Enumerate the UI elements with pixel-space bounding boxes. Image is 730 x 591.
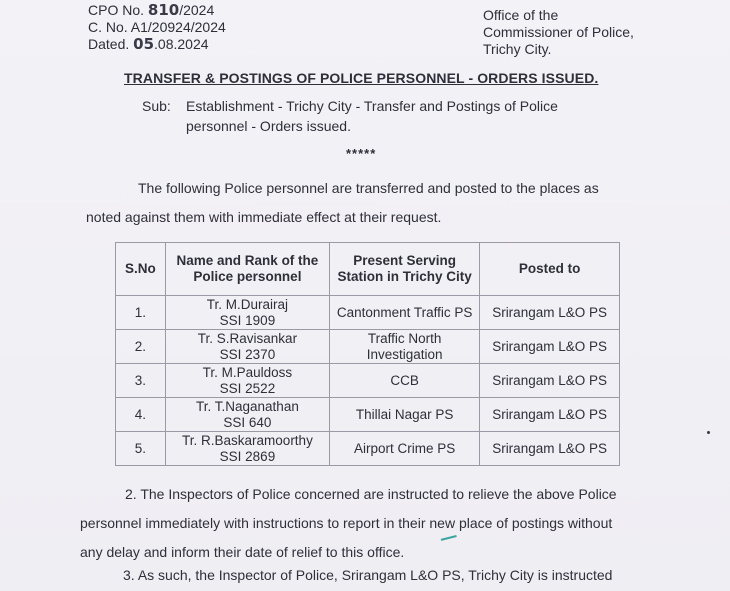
office-line-1: Office of the xyxy=(483,7,559,23)
cell-station: CCB xyxy=(330,364,480,398)
paragraph-1 xyxy=(86,174,656,232)
header-name-rank: Name and Rank of the Police personnel xyxy=(165,243,329,296)
cell-station: Cantonment Traffic PS xyxy=(330,296,480,330)
cell-name-rank xyxy=(165,330,329,364)
header-sno: S.No xyxy=(116,243,166,296)
cell-posted-to: Srirangam L&O PS xyxy=(480,398,620,432)
office-address-block xyxy=(483,7,634,58)
paragraph-2-line-3: any delay and inform their date of relief to this office. xyxy=(80,544,405,560)
cell-name-rank xyxy=(165,364,329,398)
table-row xyxy=(116,296,620,330)
table-row xyxy=(116,432,620,466)
cell-rank: SSI 2522 xyxy=(219,380,276,396)
cpo-number-handwritten: 810 xyxy=(147,1,180,19)
ink-speck xyxy=(707,431,710,434)
paragraph-3-number: 3. xyxy=(123,567,135,583)
table-row xyxy=(116,364,620,398)
cell-name: Tr. S.Ravisankar xyxy=(197,330,298,346)
cell-posted-to: Srirangam L&O PS xyxy=(480,364,620,398)
paragraph-2-number: 2. xyxy=(125,486,137,502)
dated-line: Dated. 05.08.2024 xyxy=(88,35,209,53)
cell-name: Tr. M.Pauldoss xyxy=(202,364,293,380)
dated-day-handwritten: 05 xyxy=(133,35,155,53)
cell-rank: SSI 1909 xyxy=(219,312,276,328)
office-line-3: Trichy City. xyxy=(483,41,552,57)
subject-label: Sub: xyxy=(142,98,171,114)
cell-sno: 4. xyxy=(116,398,166,432)
cell-station: Traffic North Investigation xyxy=(330,330,480,364)
reference-block xyxy=(88,2,226,53)
cell-name: Tr. M.Durairaj xyxy=(206,296,289,312)
order-title: TRANSFER & POSTINGS OF POLICE PERSONNEL - ORDERS ISSUED. xyxy=(124,70,599,86)
paragraph-2 xyxy=(80,480,655,567)
paragraph-2-line-1: 2. The Inspectors of Police concerned are instructed to relieve the above Police xyxy=(125,486,617,502)
paragraph-1-line-1: The following Police personnel are transferred and posted to the places as xyxy=(138,180,599,196)
cell-name-rank xyxy=(165,432,329,466)
subject-block xyxy=(142,96,558,134)
subject-line-1: Establishment - Trichy City - Transfer and Postings of Police xyxy=(186,98,558,114)
cell-name: Tr. T.Naganathan xyxy=(196,398,299,414)
table-header-row xyxy=(116,243,620,296)
separator-stars: ***** xyxy=(346,146,377,161)
office-line-2: Commissioner of Police, xyxy=(483,24,634,40)
table-row xyxy=(116,398,620,432)
cell-rank: SSI 2869 xyxy=(219,448,276,464)
cell-posted-to: Srirangam L&O PS xyxy=(480,330,620,364)
cell-rank: SSI 640 xyxy=(223,414,272,430)
paragraph-3: 3. As such, the Inspector of Police, Srirangam L&O PS, Trichy City is instructed xyxy=(123,567,613,583)
cell-posted-to: Srirangam L&O PS xyxy=(480,432,620,466)
subject-line-2: personnel - Orders issued. xyxy=(186,118,351,134)
cell-sno: 3. xyxy=(116,364,166,398)
subject-text xyxy=(186,96,558,136)
paragraph-2-line-2: personnel immediately with instructions to report in their new place of postings without xyxy=(80,515,613,531)
cell-name-rank xyxy=(165,398,329,432)
cell-rank: SSI 2370 xyxy=(219,346,276,362)
paragraph-1-line-2: noted against them with immediate effect at their request. xyxy=(86,209,442,225)
cell-posted-to: Srirangam L&O PS xyxy=(480,296,620,330)
header-posted-to: Posted to xyxy=(480,243,620,296)
header-present-station: Present Serving Station in Trichy City xyxy=(330,243,480,296)
c-number-line: C. No. A1/20924/2024 xyxy=(88,19,226,35)
transfer-table xyxy=(115,242,620,466)
cell-sno: 1. xyxy=(116,296,166,330)
cell-station: Thillai Nagar PS xyxy=(330,398,480,432)
table-row xyxy=(116,330,620,364)
cpo-number-line: CPO No. 810/2024 xyxy=(88,1,215,19)
cell-sno: 2. xyxy=(116,330,166,364)
cell-name-rank xyxy=(165,296,329,330)
cell-name: Tr. R.Baskaramoorthy xyxy=(182,432,313,448)
cell-sno: 5. xyxy=(116,432,166,466)
cell-station: Airport Crime PS xyxy=(330,432,480,466)
